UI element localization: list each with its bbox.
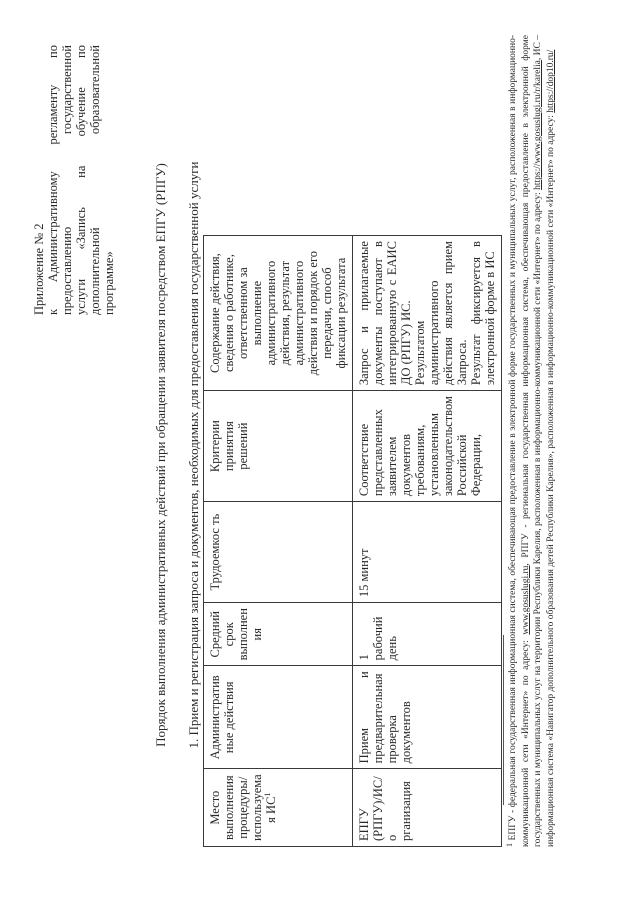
footnote-ref: 1 [263,792,272,797]
cell-actions: Прием и предварительная проверка документов [353,666,502,769]
header-actions: Административ ные действия [204,666,353,769]
table-header-row [204,236,353,847]
cell-term: 1 рабочий день [353,603,502,666]
appendix-line: предоставлению государственной [60,45,74,315]
appendix-line: программе» [102,251,116,315]
footnote-divider [503,635,504,805]
header-term: Средний срок выполнен ия [204,603,353,666]
main-title: Порядок выполнения административных действий при обращении заявителя посредством ЕПГУ (РПГУ) [153,163,168,747]
appendix-title: Приложение № 2 [32,223,46,315]
appendix-line: дополнительной образовательной [88,45,102,315]
header-criteria: Критерии принятия решений [204,391,353,502]
link-gosuslugi[interactable]: www.gosuslugi.ru [520,565,531,635]
appendix-line: услуги «Запись на обучение по [74,45,88,315]
table-row [353,236,502,847]
header-place: Место выполнения процедуры/ используема я $ИС^1$ [204,769,353,847]
link-karelia[interactable]: https://www.gosuslugi.ru/r/karelia [533,60,543,190]
footnote: $^1$ ЕПГУ - федеральная государственная информационная система, обеспечивающая предоставление в электронной форме государственных и муниципальных услуг, расположенная в информационно-коммуникационной сети «Интернет» по адресу: www.gosuslugi.ru, РПГУ - региональная государственная информационная система, обеспечивающая предоставление в электронной форме государственных и муниципальных услуг на территории Республики Карелия, расположенная в информационно-коммуникационной сети «Интернет» по адресу: https://www.gosuslugi.ru/r/karelia, ИС – информационная система «Навигатор дополнительного образования детей Республики Карелия», расположенная в информационно-коммуникационной сети «Интернет» по адресу: https://dop10.ru/ [505,34,556,847]
appendix-block [32,45,116,315]
cell-place: ЕПГУ (РПГУ)/ИС/о рганизация [353,769,502,847]
footnote-mark: 1 [505,843,514,847]
link-dop10[interactable]: https://dop10.ru/ [545,49,556,113]
header-labor: Трудоемкос ть [204,502,353,603]
section-title: 1. Прием и регистрация запроса и документов, необходимых для предоставления государственной услуги [186,161,201,749]
cell-labor: 15 минут [353,502,502,603]
header-content: Содержание действия, сведения о работнике, ответственном за выполнение административного действия, результат административного действия и порядок его передачи, способ фиксации результата [204,236,353,391]
cell-criteria: Соответствие представленных заявителем документов требованиям, установленным законодательством Российской Федерации, [353,391,502,502]
procedure-table [203,235,502,847]
appendix-line: к Административному регламенту по [46,45,60,315]
cell-content: Запрос и прилагаемые документы поступают в интегрированную с ЕАИС ДО (РПГУ) ИС. Результатом административного действия является прием Запроса. Результат фиксируется в электронной форме в ИС [353,236,502,391]
